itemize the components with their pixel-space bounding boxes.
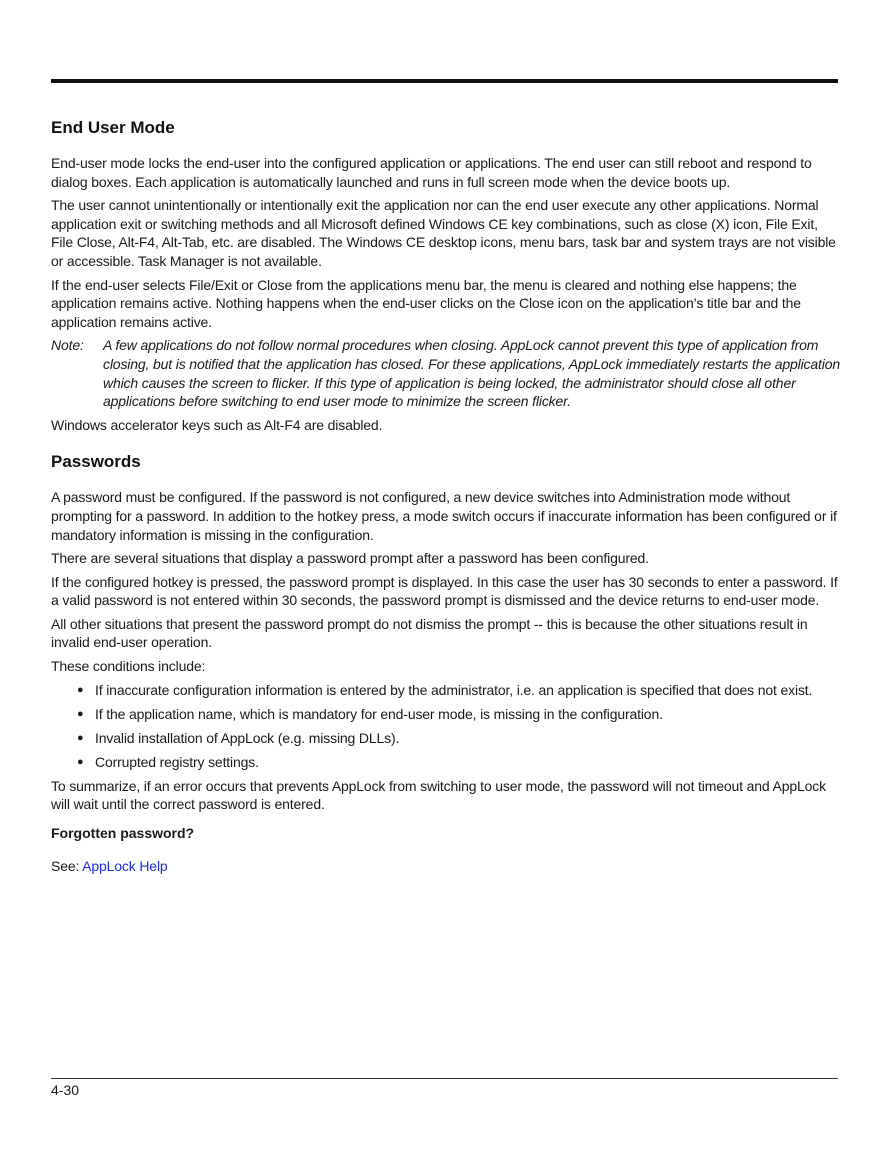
paragraph: All other situations that present the password prompt do not dismiss the prompt -- this is because the other situations result in invalid end-user operation.	[51, 615, 808, 651]
bullet-icon: ●	[77, 755, 84, 768]
note-label: Note:	[51, 337, 84, 354]
page-number: 4-30	[51, 1082, 80, 1098]
bullet-icon: ●	[77, 683, 84, 696]
list-item-text: If the application name, which is mandatory for end-user mode, is missing in the configuration.	[95, 705, 663, 722]
footer-rule	[51, 1078, 838, 1079]
bullet-icon: ●	[77, 731, 84, 744]
header-rule	[51, 79, 838, 83]
see-also	[51, 857, 841, 876]
section-title-end-user-mode: End User Mode	[51, 118, 175, 137]
paragraph: To summarize, if an error occurs that prevents AppLock from switching to user mode, the password will not timeout and AppLock will wait until the correct password is entered.	[51, 777, 826, 813]
paragraph: A password must be configured. If the password is not configured, a new device switches into Administration mode without prompting for a password. In addition to the hotkey press, a mode switch occurs if inaccurate information has been configured or if mandatory information is missing in the configuration.	[51, 489, 837, 543]
section-title-passwords: Passwords	[51, 452, 141, 472]
paragraph: The user cannot unintentionally or intentionally exit the application nor can the end user execute any other applications. Normal application exit or switching methods and all Microsoft defined Windows CE key combinations, such as close (X) icon, File Exit, File Close, Alt-F4, Alt-Tab, etc. are disabled. The Windows CE desktop icons, menu bars, task bar and system trays are not visible or accessible. Task Manager is not available.	[51, 197, 836, 269]
bullet-icon: ●	[77, 707, 84, 720]
conditions-list	[51, 681, 841, 772]
paragraph: These conditions include:	[51, 658, 206, 675]
paragraph: End-user mode locks the end-user into the configured application or applications. The end user can still reboot and respond to dialog boxes. Each application is automatically launched and runs in full screen mode when the device boots up.	[51, 155, 812, 190]
applock-help-link[interactable]: AppLock Help	[82, 857, 168, 874]
list-item	[51, 729, 841, 748]
list-item	[51, 753, 841, 772]
note-text: A few applications do not follow normal procedures when closing. AppLock cannot prevent this type of application from closing, but is notified that the application has closed. For these applications, AppLock immediately restarts the application which causes the screen to flicker. If this type of application is being locked, the administrator should close all other applications before switching to end user mode to minimize the screen flicker.	[103, 337, 841, 410]
see-label: See:	[51, 857, 83, 874]
list-item-text: If inaccurate configuration information is entered by the administrator, i.e. an application is specified that does not exist.	[95, 681, 813, 698]
paragraph: If the configured hotkey is pressed, the password prompt is displayed. In this case the user has 30 seconds to enter a password. If a valid password is not entered within 30 seconds, the password prompt is dismissed and the device returns to end-user mode.	[51, 573, 838, 609]
list-item-text: Invalid installation of AppLock (e.g. missing DLLs).	[95, 729, 400, 746]
list-item	[51, 681, 841, 700]
forgotten-password-heading: Forgotten password?	[51, 824, 195, 841]
document-body	[51, 116, 841, 880]
paragraph: There are several situations that display a password prompt after a password has been configured.	[51, 550, 649, 567]
list-item-text: Corrupted registry settings.	[95, 753, 259, 770]
note-block	[51, 336, 841, 410]
paragraph: Windows accelerator keys such as Alt-F4 are disabled.	[51, 416, 383, 433]
paragraph: If the end-user selects File/Exit or Close from the applications menu bar, the menu is cleared and nothing else happens; the application remains active. Nothing happens when the end-user clicks on the Close icon on the application’s title bar and the application remains active.	[51, 276, 801, 330]
list-item	[51, 705, 841, 724]
